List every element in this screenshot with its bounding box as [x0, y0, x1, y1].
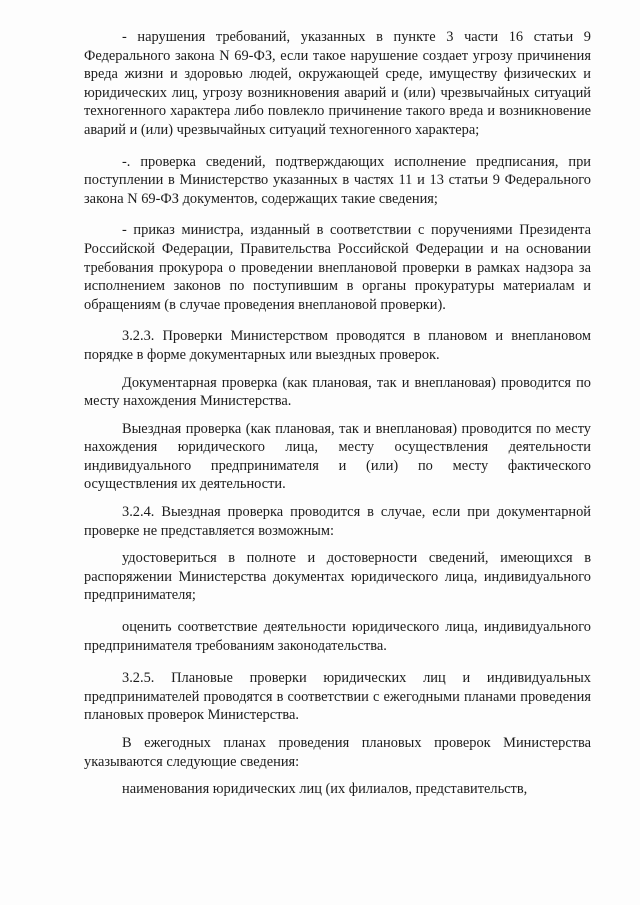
paragraph-order-verification: -. проверка сведений, подтверждающих исполнение предписания, при поступлении в Министерство указанных в частях 11 и 13 статьи 9 Федерального закона N 69-ФЗ документов, содержащих такие сведения; [84, 153, 591, 207]
paragraph-section-3-2-3: 3.2.3. Проверки Министерством проводятся в плановом и внеплановом порядке в форме документарных или выездных проверок. [84, 328, 591, 363]
document-body [84, 28, 591, 799]
paragraph-violation-clause: - нарушения требований, указанных в пункте 3 части 16 статьи 9 Федерального закона N 69-ФЗ, если такое нарушение создает угрозу причинения вреда жизни и здоровью людей, окружающей среде, имуществу физических и юридических лиц, угрозу возникновения аварий и (или) чрезвычайных ситуаций техногенного характера либо повлекло причинение такого вреда и возникновение аварий и (или) чрезвычайных ситуаций техногенного характера; [84, 29, 591, 138]
paragraph-annual-plans: В ежегодных планах проведения плановых проверок Министерства указываются следующие сведения: [84, 735, 591, 770]
paragraph-compliance-assessment: оценить соответствие деятельности юридического лица, индивидуального предпринимателя требованиям законодательства. [84, 619, 591, 654]
paragraph-documentary-inspection: Документарная проверка (как плановая, так и внеплановая) проводится по месту нахождения Министерства. [84, 374, 591, 410]
paragraph-section-3-2-5: 3.2.5. Плановые проверки юридических лиц и индивидуальных предпринимателей проводятся в соответствии с ежегодными планами проведения плановых проверок Министерства. [84, 670, 591, 724]
paragraph-entity-names: наименования юридических лиц (их филиалов, представительств, [122, 781, 528, 798]
paragraph-minister-order: - приказ министра, изданный в соответствии с поручениями Президента Российской Федерации, Правительства Российской Федерации и на основании требования прокурора о проведении внеплановой проверки в рамках надзора за исполнением законов по поступившим в органы прокуратуры материалам и обращениям (в случае проведения внеплановой проверки). [84, 222, 591, 313]
paragraph-section-3-2-4: 3.2.4. Выездная проверка проводится в случае, если при документарной проверке не представляется возможным: [84, 504, 591, 539]
paragraph-completeness-check: удостовериться в полноте и достоверности сведений, имеющихся в распоряжении Министерства документах юридического лица, индивидуального предпринимателя; [84, 550, 591, 604]
paragraph-field-inspection: Выездная проверка (как плановая, так и внеплановая) проводится по месту нахождения юридического лица, месту осуществления деятельности индивидуального предпринимателя и (или) по месту фактического осуществления их деятельности. [84, 420, 591, 493]
